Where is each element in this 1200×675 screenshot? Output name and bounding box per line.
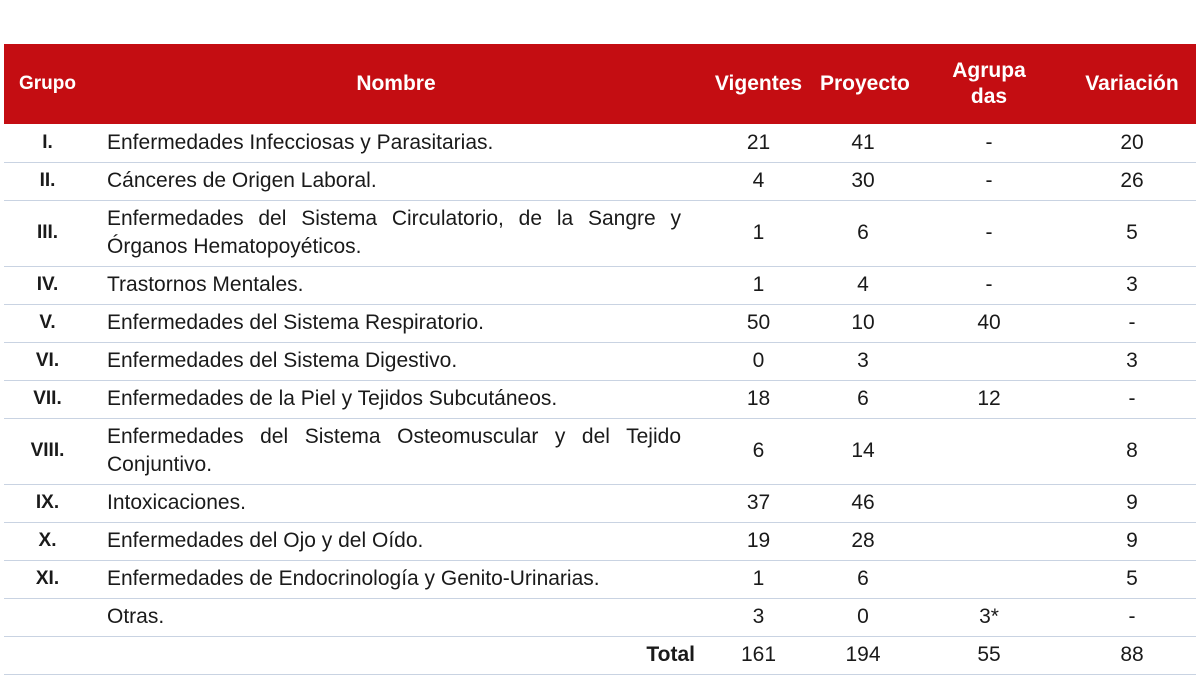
cell-proyecto: 14 xyxy=(816,418,910,484)
header-nombre: Nombre xyxy=(356,72,436,95)
cell-nombre: Enfermedades de la Piel y Tejidos Subcutáneos. xyxy=(91,380,701,418)
cell-variacion: 5 xyxy=(1068,560,1196,598)
cell-variacion: 20 xyxy=(1068,124,1196,162)
cell-nombre: Trastornos Mentales. xyxy=(91,266,701,304)
cell-nombre: Otras. xyxy=(91,598,701,636)
table-row xyxy=(4,380,1196,418)
cell-proyecto: 10 xyxy=(816,304,910,342)
cell-nombre: Intoxicaciones. xyxy=(91,484,701,522)
header-vigentes: Vigentes xyxy=(714,72,803,95)
cell-proyecto: 46 xyxy=(816,484,910,522)
cell-grupo: X. xyxy=(4,522,91,560)
cell-vigentes: 1 xyxy=(701,200,816,266)
cell-vigentes: 3 xyxy=(701,598,816,636)
cell-nombre: Enfermedades de Endocrinología y Genito-Urinarias. xyxy=(91,560,701,598)
table-row xyxy=(4,124,1196,162)
header-row xyxy=(4,44,1196,124)
cell-vigentes: 19 xyxy=(701,522,816,560)
cell-vigentes: 1 xyxy=(701,266,816,304)
cell-nombre: Enfermedades del Sistema Digestivo. xyxy=(91,342,701,380)
table-row xyxy=(4,560,1196,598)
table-row xyxy=(4,162,1196,200)
cell-grupo: IX. xyxy=(4,484,91,522)
table-header xyxy=(4,44,1196,124)
cell-grupo: XI. xyxy=(4,560,91,598)
cell-variacion: 5 xyxy=(1068,200,1196,266)
cell-proyecto: 3 xyxy=(816,342,910,380)
cell-grupo: II. xyxy=(4,162,91,200)
total-label: Total xyxy=(4,636,701,674)
total-proyecto: 194 xyxy=(816,636,910,674)
header-proyecto: Proyecto xyxy=(820,72,910,95)
cell-variacion: - xyxy=(1068,304,1196,342)
cell-variacion: 9 xyxy=(1068,484,1196,522)
cell-agrupadas: - xyxy=(910,124,1068,162)
cell-variacion: 9 xyxy=(1068,522,1196,560)
cell-grupo: V. xyxy=(4,304,91,342)
table-body xyxy=(4,124,1196,674)
cell-vigentes: 37 xyxy=(701,484,816,522)
header-agrupadas: Agrupa das xyxy=(952,59,1026,108)
cell-vigentes: 6 xyxy=(701,418,816,484)
table-row xyxy=(4,304,1196,342)
cell-proyecto: 6 xyxy=(816,200,910,266)
cell-vigentes: 50 xyxy=(701,304,816,342)
header-variacion: Variación xyxy=(1085,72,1179,95)
cell-grupo: I. xyxy=(4,124,91,162)
cell-agrupadas xyxy=(910,342,1068,380)
cell-proyecto: 4 xyxy=(816,266,910,304)
cell-nombre: Enfermedades del Sistema Circulatorio, de la Sangre y Órganos Hematopoyéticos. xyxy=(91,200,701,266)
cell-grupo: VII. xyxy=(4,380,91,418)
cell-vigentes: 4 xyxy=(701,162,816,200)
total-row xyxy=(4,636,1196,674)
cell-vigentes: 21 xyxy=(701,124,816,162)
cell-variacion: 3 xyxy=(1068,266,1196,304)
table-row xyxy=(4,598,1196,636)
cell-agrupadas: - xyxy=(910,162,1068,200)
total-vigentes: 161 xyxy=(701,636,816,674)
table-row xyxy=(4,266,1196,304)
cell-agrupadas xyxy=(910,522,1068,560)
table-row xyxy=(4,522,1196,560)
disease-groups-table xyxy=(4,44,1196,675)
cell-agrupadas: 12 xyxy=(910,380,1068,418)
table-row xyxy=(4,342,1196,380)
table-row xyxy=(4,484,1196,522)
cell-grupo: VI. xyxy=(4,342,91,380)
cell-agrupadas: 40 xyxy=(910,304,1068,342)
cell-agrupadas xyxy=(910,418,1068,484)
cell-proyecto: 0 xyxy=(816,598,910,636)
header-grupo: Grupo xyxy=(19,73,76,94)
cell-grupo: IV. xyxy=(4,266,91,304)
cell-variacion: 3 xyxy=(1068,342,1196,380)
cell-proyecto: 6 xyxy=(816,380,910,418)
cell-variacion: 8 xyxy=(1068,418,1196,484)
cell-proyecto: 6 xyxy=(816,560,910,598)
cell-agrupadas: - xyxy=(910,200,1068,266)
cell-grupo: VIII. xyxy=(4,418,91,484)
cell-grupo xyxy=(4,598,91,636)
cell-vigentes: 0 xyxy=(701,342,816,380)
cell-nombre: Enfermedades del Sistema Osteomuscular y del Tejido Conjuntivo. xyxy=(91,418,701,484)
cell-vigentes: 1 xyxy=(701,560,816,598)
cell-agrupadas: - xyxy=(910,266,1068,304)
cell-nombre: Enfermedades Infecciosas y Parasitarias. xyxy=(91,124,701,162)
disease-table-container xyxy=(4,44,1196,675)
cell-variacion: - xyxy=(1068,380,1196,418)
total-agrupadas: 55 xyxy=(910,636,1068,674)
cell-vigentes: 18 xyxy=(701,380,816,418)
cell-variacion: 26 xyxy=(1068,162,1196,200)
total-variacion: 88 xyxy=(1068,636,1196,674)
table-row xyxy=(4,418,1196,484)
cell-agrupadas xyxy=(910,484,1068,522)
cell-proyecto: 41 xyxy=(816,124,910,162)
cell-variacion: - xyxy=(1068,598,1196,636)
cell-proyecto: 28 xyxy=(816,522,910,560)
cell-proyecto: 30 xyxy=(816,162,910,200)
cell-grupo: III. xyxy=(4,200,91,266)
table-row xyxy=(4,200,1196,266)
cell-agrupadas xyxy=(910,560,1068,598)
cell-nombre: Enfermedades del Ojo y del Oído. xyxy=(91,522,701,560)
cell-agrupadas: 3* xyxy=(910,598,1068,636)
cell-nombre: Cánceres de Origen Laboral. xyxy=(91,162,701,200)
cell-nombre: Enfermedades del Sistema Respiratorio. xyxy=(91,304,701,342)
